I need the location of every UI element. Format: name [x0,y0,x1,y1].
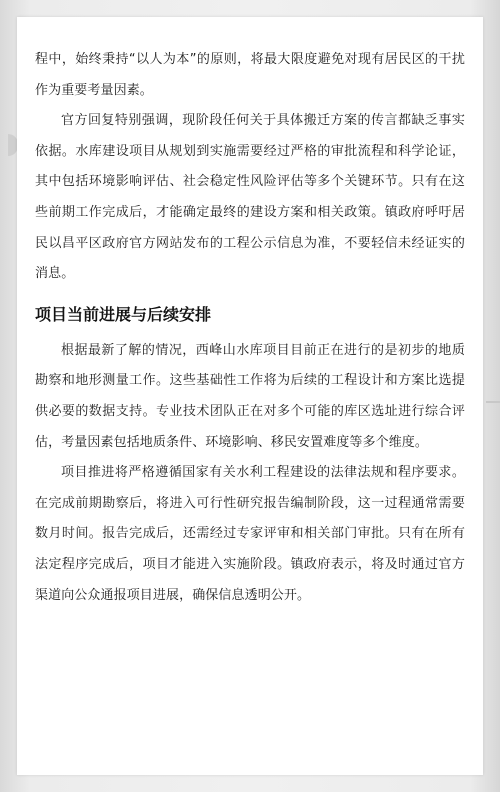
paragraph-2: 官方回复特别强调，现阶段任何关于具体搬迁方案的传言都缺乏事实依据。水库建设项目从规划到实施需要经过严格的审批流程和科学论证，其中包括环境影响评估、社会稳定性风险评估等多个关键环节。只有在这些前期工作完成后，才能确定最终的建设方案和相关政策。镇政府呼吁居民以昌平区政府官方网站发布的工程公示信息为准，不要轻信未经证实的消息。 [35,113,465,282]
paragraph-4: 项目推进将严格遵循国家有关水利工程建设的法律法规和程序要求。在完成前期勘察后，将进入可行性研究报告编制阶段，这一过程通常需要数月时间。报告完成后，还需经过专家评审和相关部门审批。只有在所有法定程序完成后，项目才能进入实施阶段。镇政府表示，将及时通过官方渠道向公众通报项目进展，确保信息透明公开。 [35,465,465,603]
right-edge-mark [486,401,500,403]
paragraph-3: 根据最新了解的情况，西峰山水库项目目前正在进行的是初步的地质勘察和地形测量工作。这些基础性工作将为后续的工程设计和方案比选提供必要的数据支持。专业技术团队正在对多个可能的库区选址进行综合评估，考量因素包括地质条件、环境影响、移民安置难度等多个维度。 [35,342,465,450]
section-heading: 项目当前进展与后续安排 [35,304,212,324]
article-body [35,45,465,611]
document-sheet [17,17,483,775]
paragraph-1: 程中，始终秉持“以人为本”的原则，将最大限度避免对现有居民区的干扰作为重要考量因素。 [35,52,465,98]
